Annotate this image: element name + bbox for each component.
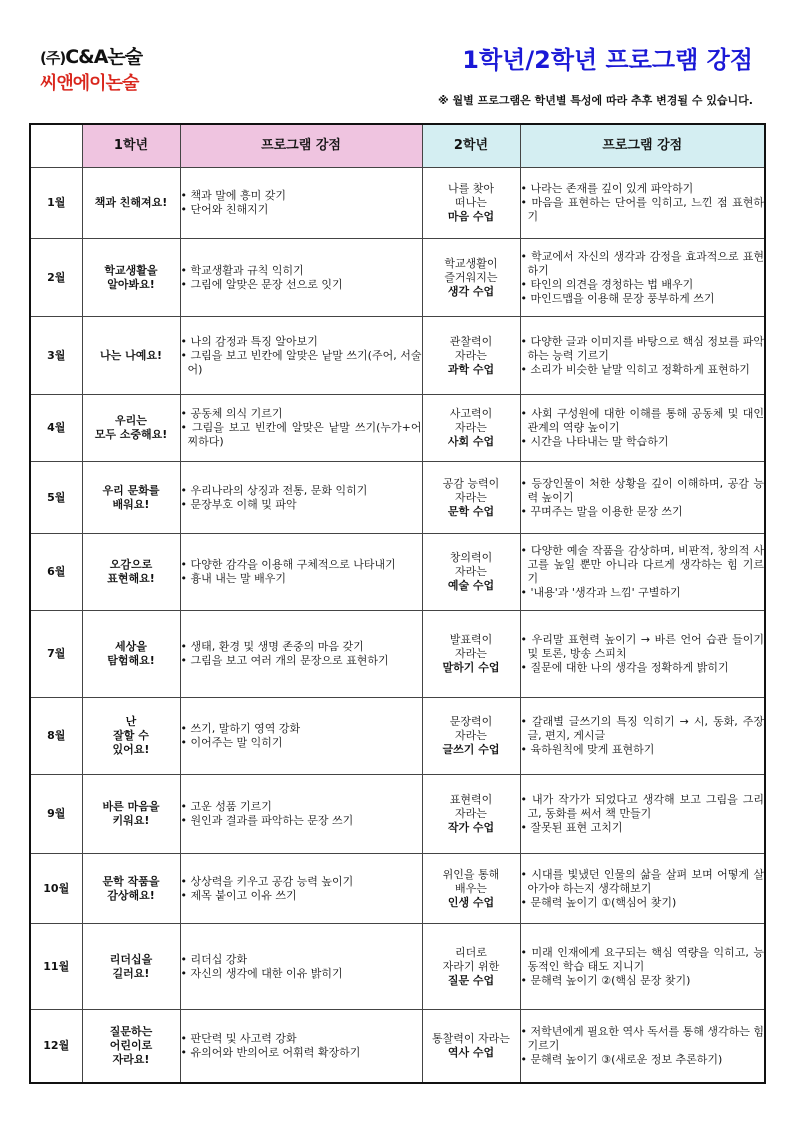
grade2-class-name: 인생 수업 bbox=[447, 895, 495, 909]
table-header-row bbox=[30, 124, 765, 168]
grade2-strength-item: • 시간을 나타내는 말 학습하기 bbox=[521, 435, 765, 449]
grade1-theme-line: 알아봐요! bbox=[107, 277, 155, 291]
grade2-strength-item: • 사회 구성원에 대한 이해를 통해 공동체 및 대인 관계의 역량 높이기 bbox=[521, 407, 765, 435]
grade1-theme-cell bbox=[82, 239, 180, 317]
grade2-class-name: 질문 수업 bbox=[447, 973, 495, 987]
grade1-theme-line: 문학 작품을 bbox=[102, 874, 160, 888]
header-grade1-strengths: 프로그램 강점 bbox=[180, 124, 422, 168]
grade1-theme-line: 세상을 bbox=[115, 640, 147, 653]
grade1-theme-cell bbox=[82, 924, 180, 1010]
logo-brand bbox=[40, 42, 170, 69]
grade1-strengths-cell bbox=[180, 924, 422, 1010]
grade1-strength-item: • 그림을 보고 여러 개의 문장으로 표현하기 bbox=[181, 654, 422, 668]
month-cell: 9월 bbox=[30, 775, 82, 854]
grade2-strength-item: • 내가 작가가 되었다고 생각해 보고 그림을 그리고, 동화를 써서 책 만들기 bbox=[521, 793, 765, 821]
grade1-strengths-cell bbox=[180, 1010, 422, 1083]
grade2-theme-line: 나를 찾아 bbox=[447, 182, 494, 195]
table-row bbox=[30, 317, 765, 395]
grade1-theme-cell bbox=[82, 395, 180, 462]
grade2-theme-cell bbox=[422, 1010, 520, 1083]
grade1-theme-line: 모두 소중해요! bbox=[94, 428, 168, 441]
header-grade2: 2학년 bbox=[422, 124, 520, 168]
grade1-strength-item: • 책과 말에 흥미 갖기 bbox=[181, 189, 422, 203]
grade2-theme-cell bbox=[422, 462, 520, 534]
grade1-theme-line: 어린이로 bbox=[109, 1038, 153, 1052]
grade1-theme-cell bbox=[82, 317, 180, 395]
grade1-theme-line: 키워요! bbox=[112, 814, 150, 827]
company-logo bbox=[40, 42, 170, 95]
header-month bbox=[30, 124, 82, 168]
header-grade2-strengths: 프로그램 강점 bbox=[520, 124, 765, 168]
grade1-theme-cell bbox=[82, 462, 180, 534]
grade1-strength-item: • 판단력 및 사고력 강화 bbox=[181, 1032, 422, 1046]
grade2-strength-item: • 학교에서 자신의 생각과 감정을 효과적으로 표현하기 bbox=[521, 250, 765, 278]
grade2-strength-item: • 문해력 높이기 ①(핵심어 찾기) bbox=[521, 896, 765, 910]
grade2-strengths-cell bbox=[520, 924, 765, 1010]
month-cell: 1월 bbox=[30, 168, 82, 239]
grade2-theme-line: 창의력이 bbox=[449, 551, 493, 564]
grade2-strengths-cell bbox=[520, 1010, 765, 1083]
grade1-theme-cell bbox=[82, 611, 180, 698]
grade2-strengths-cell bbox=[520, 775, 765, 854]
grade1-strength-item: • 쓰기, 말하기 영역 강화 bbox=[181, 722, 422, 736]
grade2-theme-cell bbox=[422, 168, 520, 239]
logo-sub: 씨앤에이논술 bbox=[40, 73, 139, 94]
grade2-theme-cell bbox=[422, 395, 520, 462]
grade1-theme-cell bbox=[82, 854, 180, 924]
grade1-strength-item: • 우리나라의 상징과 전통, 문화 익히기 bbox=[181, 484, 422, 498]
table-row bbox=[30, 239, 765, 317]
grade1-strength-item: • 공동체 의식 기르기 bbox=[181, 407, 422, 421]
grade1-strength-item: • 그림에 알맞은 문장 선으로 잇기 bbox=[181, 278, 422, 292]
grade2-theme-cell bbox=[422, 775, 520, 854]
month-cell: 5월 bbox=[30, 462, 82, 534]
grade1-strength-item: • 그림을 보고 빈칸에 알맞은 낱말 쓰기(주어, 서술어) bbox=[181, 349, 422, 377]
grade1-theme-cell bbox=[82, 775, 180, 854]
grade2-strength-item: • 우리말 표현력 높이기 → 바른 언어 습관 들이기 및 토론, 방송 스피치 bbox=[521, 633, 765, 661]
grade2-theme-line: 자라는 bbox=[455, 348, 487, 362]
grade1-strengths-cell bbox=[180, 395, 422, 462]
grade1-theme-line: 감상해요! bbox=[107, 888, 155, 902]
grade2-theme-cell bbox=[422, 317, 520, 395]
grade2-class-name: 글쓰기 수업 bbox=[442, 743, 500, 756]
grade2-class-name: 말하기 수업 bbox=[442, 661, 500, 674]
grade1-strength-item: • 단어와 친해지기 bbox=[181, 203, 422, 217]
grade2-theme-cell bbox=[422, 924, 520, 1010]
grade2-theme-line: 즐거워지는 bbox=[444, 270, 498, 284]
table-row bbox=[30, 1010, 765, 1083]
grade1-strength-item: • 그림을 보고 빈칸에 알맞은 낱말 쓰기(누가+어찌하다) bbox=[181, 421, 422, 449]
grade2-theme-line: 자라는 bbox=[455, 729, 487, 742]
grade1-strengths-cell bbox=[180, 534, 422, 611]
grade2-theme-line: 관찰력이 bbox=[449, 334, 493, 348]
header-grade1: 1학년 bbox=[82, 124, 180, 168]
month-cell: 6월 bbox=[30, 534, 82, 611]
grade2-strengths-cell bbox=[520, 611, 765, 698]
grade2-theme-line: 공감 능력이 bbox=[442, 476, 500, 490]
grade2-theme-line: 표현력이 bbox=[449, 793, 493, 806]
grade2-class-name: 마음 수업 bbox=[447, 210, 495, 223]
logo-brand-name: C&A논술 bbox=[65, 46, 143, 68]
grade2-theme-line: 자라기 위한 bbox=[442, 959, 500, 973]
grade1-theme-line: 바른 마음을 bbox=[102, 800, 160, 813]
grade2-strength-item: • 미래 인재에게 요구되는 핵심 역량을 익히고, 능동적인 학습 태도 지니기 bbox=[521, 946, 765, 974]
grade2-strengths-cell bbox=[520, 239, 765, 317]
program-table bbox=[29, 123, 766, 1084]
grade1-strength-item: • 원인과 결과를 파악하는 문장 쓰기 bbox=[181, 814, 422, 828]
grade1-theme-cell bbox=[82, 168, 180, 239]
grade2-theme-line: 자라는 bbox=[455, 565, 487, 578]
grade2-class-name: 예술 수업 bbox=[447, 579, 495, 592]
grade2-class-name: 생각 수업 bbox=[447, 284, 495, 298]
grade1-strengths-cell bbox=[180, 854, 422, 924]
table-row bbox=[30, 924, 765, 1010]
table-row bbox=[30, 854, 765, 924]
grade2-strengths-cell bbox=[520, 168, 765, 239]
month-cell: 2월 bbox=[30, 239, 82, 317]
month-cell: 10월 bbox=[30, 854, 82, 924]
grade1-strength-item: • 고운 성품 기르기 bbox=[181, 800, 422, 814]
grade2-theme-cell bbox=[422, 611, 520, 698]
grade1-theme-cell bbox=[82, 698, 180, 775]
grade2-theme-line: 학교생활이 bbox=[444, 256, 498, 270]
grade2-theme-cell bbox=[422, 534, 520, 611]
grade2-strengths-cell bbox=[520, 462, 765, 534]
grade1-theme-line: 표현해요! bbox=[107, 572, 155, 585]
grade2-theme-line: 자라는 bbox=[455, 807, 487, 820]
grade2-strength-item: • 타인의 의견을 경청하는 법 배우기 bbox=[521, 278, 765, 292]
table-row bbox=[30, 168, 765, 239]
grade2-strengths-cell bbox=[520, 395, 765, 462]
grade2-theme-line: 사고력이 bbox=[449, 407, 493, 420]
grade1-strength-item: • 리더십 강화 bbox=[181, 953, 422, 967]
table-row bbox=[30, 395, 765, 462]
grade2-class-name: 문학 수업 bbox=[447, 504, 495, 518]
grade1-strengths-cell bbox=[180, 168, 422, 239]
grade2-strength-item: • 등장인물이 처한 상황을 깊이 이해하며, 공감 능력 높이기 bbox=[521, 477, 765, 505]
grade2-theme-line: 위인을 통해 bbox=[442, 867, 500, 881]
grade2-theme-line: 떠나는 bbox=[455, 196, 487, 209]
grade1-strength-item: • 이어주는 말 익히기 bbox=[181, 736, 422, 750]
grade2-strength-item: • 마인드맵을 이용해 문장 풍부하게 쓰기 bbox=[521, 292, 765, 306]
grade1-theme-line: 학교생활을 bbox=[104, 263, 158, 277]
grade1-theme-line: 우리 문화를 bbox=[102, 483, 160, 497]
grade1-strength-item: • 유의어와 반의어로 어휘력 확장하기 bbox=[181, 1046, 422, 1060]
grade2-theme-line: 자라는 bbox=[455, 490, 487, 504]
grade1-strengths-cell bbox=[180, 317, 422, 395]
table-row bbox=[30, 611, 765, 698]
grade1-theme-line: 책과 친해져요! bbox=[94, 196, 168, 209]
grade2-theme-line: 배우는 bbox=[455, 881, 487, 895]
grade1-theme-line: 리더십을 bbox=[109, 952, 153, 966]
grade2-strength-item: • 마음을 표현하는 단어를 익히고, 느낀 점 표현하기 bbox=[521, 196, 765, 224]
page-title: 1학년/2학년 프로그램 강점 bbox=[462, 46, 753, 74]
grade1-theme-line: 탐험해요! bbox=[107, 654, 155, 667]
grade2-strength-item: • 다양한 예술 작품을 감상하며, 비판적, 창의적 사고를 높일 뿐만 아니라 다르게 생각하는 힘 기르기 bbox=[521, 544, 765, 586]
grade1-theme-cell bbox=[82, 534, 180, 611]
grade2-class-name: 사회 수업 bbox=[447, 435, 495, 448]
grade2-strength-item: • 질문에 대한 나의 생각을 정확하게 밝히기 bbox=[521, 661, 765, 675]
grade2-theme-line: 자라는 bbox=[455, 647, 487, 660]
grade2-theme-line: 통찰력이 자라는 bbox=[432, 1031, 510, 1045]
grade1-strength-item: • 자신의 생각에 대한 이유 밝히기 bbox=[181, 967, 422, 981]
grade1-theme-line: 우리는 bbox=[115, 414, 147, 427]
grade2-class-name: 과학 수업 bbox=[447, 362, 495, 376]
grade1-strengths-cell bbox=[180, 239, 422, 317]
grade1-strength-item: • 나의 감정과 특징 알아보기 bbox=[181, 335, 422, 349]
grade1-theme-line: 배워요! bbox=[112, 497, 150, 511]
grade2-strengths-cell bbox=[520, 698, 765, 775]
grade2-strength-item: • 잘못된 표현 고치기 bbox=[521, 821, 765, 835]
grade2-theme-cell bbox=[422, 239, 520, 317]
month-cell: 8월 bbox=[30, 698, 82, 775]
grade1-theme-line: 오감으로 bbox=[109, 558, 153, 571]
grade2-theme-cell bbox=[422, 698, 520, 775]
grade2-strength-item: • 육하원칙에 맞게 표현하기 bbox=[521, 743, 765, 757]
table-row bbox=[30, 775, 765, 854]
grade2-strength-item: • 저학년에게 필요한 역사 독서를 통해 생각하는 힘 기르기 bbox=[521, 1025, 765, 1053]
grade1-theme-line: 난 bbox=[125, 715, 137, 728]
grade2-strength-item: • 문해력 높이기 ②(핵심 문장 찾기) bbox=[521, 974, 765, 988]
grade1-theme-line: 있어요! bbox=[112, 743, 150, 756]
grade1-theme-line: 자라요! bbox=[112, 1052, 150, 1066]
grade2-strength-item: • 다양한 글과 이미지를 바탕으로 핵심 정보를 파악하는 능력 기르기 bbox=[521, 335, 765, 363]
grade1-theme-line: 잘할 수 bbox=[113, 729, 149, 742]
grade2-strengths-cell bbox=[520, 317, 765, 395]
grade2-strength-item: • 갈래별 글쓰기의 특징 익히기 → 시, 동화, 주장글, 편지, 게시글 bbox=[521, 715, 765, 743]
table-row bbox=[30, 534, 765, 611]
grade2-class-name: 작가 수업 bbox=[447, 821, 495, 834]
grade2-theme-line: 발표력이 bbox=[449, 633, 493, 646]
grade1-theme-cell bbox=[82, 1010, 180, 1083]
grade2-theme-line: 리더로 bbox=[455, 945, 487, 959]
grade2-strength-item: • 나라는 존재를 깊이 있게 파악하기 bbox=[521, 182, 765, 196]
grade1-strengths-cell bbox=[180, 698, 422, 775]
month-cell: 12월 bbox=[30, 1010, 82, 1083]
schedule-notice: ※ 월별 프로그램은 학년별 특성에 따라 추후 변경될 수 있습니다. bbox=[438, 94, 753, 107]
grade2-strengths-cell bbox=[520, 534, 765, 611]
month-cell: 4월 bbox=[30, 395, 82, 462]
grade1-strength-item: • 문장부호 이해 및 파악 bbox=[181, 498, 422, 512]
month-cell: 3월 bbox=[30, 317, 82, 395]
grade2-theme-line: 자라는 bbox=[455, 421, 487, 434]
grade1-strengths-cell bbox=[180, 462, 422, 534]
grade2-strength-item: • '내용'과 '생각과 느낌' 구별하기 bbox=[521, 586, 765, 600]
grade2-strength-item: • 시대를 빛냈던 인물의 삶을 살펴 보며 어떻게 살아가야 하는지 생각해보기 bbox=[521, 868, 765, 896]
grade2-strength-item: • 꾸며주는 말을 이용한 문장 쓰기 bbox=[521, 505, 765, 519]
grade1-theme-line: 길러요! bbox=[112, 966, 150, 980]
grade2-class-name: 역사 수업 bbox=[447, 1045, 495, 1059]
table-row bbox=[30, 462, 765, 534]
grade1-strengths-cell bbox=[180, 611, 422, 698]
table-row bbox=[30, 698, 765, 775]
month-cell: 7월 bbox=[30, 611, 82, 698]
grade1-theme-line: 질문하는 bbox=[109, 1024, 153, 1038]
logo-prefix: (주) bbox=[40, 49, 66, 67]
grade1-strength-item: • 제목 붙이고 이유 쓰기 bbox=[181, 889, 422, 903]
grade2-strengths-cell bbox=[520, 854, 765, 924]
grade1-strength-item: • 상상력을 키우고 공감 능력 높이기 bbox=[181, 875, 422, 889]
grade2-theme-cell bbox=[422, 854, 520, 924]
grade1-strength-item: • 다양한 감각을 이용해 구체적으로 나타내기 bbox=[181, 558, 422, 572]
grade2-theme-line: 문장력이 bbox=[449, 715, 493, 728]
grade1-strength-item: • 학교생활과 규칙 익히기 bbox=[181, 264, 422, 278]
grade2-strength-item: • 소리가 비슷한 낱말 익히고 정확하게 표현하기 bbox=[521, 363, 765, 377]
grade1-strength-item: • 생태, 환경 및 생명 존중의 마음 갖기 bbox=[181, 640, 422, 654]
grade2-strength-item: • 문해력 높이기 ③(새로운 정보 추론하기) bbox=[521, 1053, 765, 1067]
month-cell: 11월 bbox=[30, 924, 82, 1010]
grade1-strength-item: • 흉내 내는 말 배우기 bbox=[181, 572, 422, 586]
grade1-strengths-cell bbox=[180, 775, 422, 854]
grade1-theme-line: 나는 나예요! bbox=[100, 348, 162, 362]
